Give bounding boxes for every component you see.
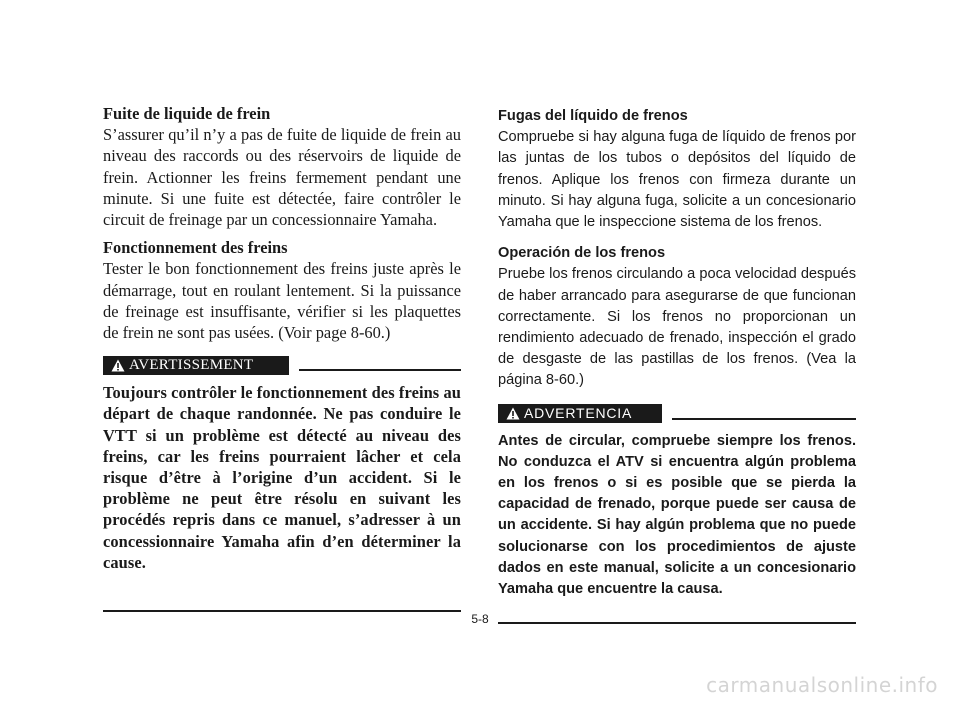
- fr-section-body-brake-fluid-leak: S’assurer qu’il n’y a pas de fuite de liquide de frein au niveau des raccords ou des réservoirs de liquide de frein. Actionner les freins fermement pendant une minute. Si une fuite est détectée, faire contrôler le circuit de freinage par un concessionnaire Yamaha.: [103, 125, 461, 230]
- fr-warning-badge: [103, 356, 289, 375]
- french-column: [103, 103, 461, 573]
- es-warning-text: Antes de circular, compruebe siempre los frenos. No conduzca el ATV si encuentra algún problema en los frenos o si es posible que se pierda la capacidad de frenado, porque puede ser causa de un accidente. Si hay algún problema que no puede solucionarse con los procedimientos de ajuste dados en este manual, solicite a un concesionario Yamaha que encuentre la causa.: [498, 432, 856, 598]
- es-section-heading-brake-operation: Operación de los frenos: [498, 245, 666, 262]
- warning-triangle-icon: [506, 407, 520, 420]
- es-warning-header: [498, 403, 856, 425]
- es-bottom-rule: [498, 622, 856, 624]
- spanish-column: [498, 106, 856, 600]
- fr-section-heading-brake-operation: Fonctionnement des freins: [103, 238, 288, 258]
- page-number: 5-8: [471, 612, 489, 626]
- fr-warning-label: AVERTISSEMENT: [129, 356, 254, 373]
- fr-bottom-rule: [103, 610, 461, 612]
- watermark: carmanualsonline.info: [706, 673, 938, 697]
- es-section-heading-brake-fluid-leak: Fugas del líquido de frenos: [498, 108, 688, 124]
- es-warning-label: ADVERTENCIA: [524, 405, 633, 422]
- es-section-body-brake-fluid-leak: Compruebe si hay alguna fuga de líquido de frenos por las juntas de los tubos o depósitos del líquido de frenos. Aplique los frenos con firmeza durante un minuto. Si hay alguna fuga, solicite a un concesionario Yamaha que le inspeccione sistema de los frenos.: [498, 129, 856, 231]
- fr-warning-text: Toujours contrôler le fonctionnement des freins au départ de chaque randonnée. Ne pas conduire le VTT si un problème est détecté au niveau des freins, car les freins pourraient lâcher et cela risque d’être à l’origine d’un accident. Si le problème ne peut être résolu en suivant les procédés repris dans ce manuel, s’adresser à un concessionnaire Yamaha afin d’en déterminer la cause.: [103, 383, 461, 572]
- warning-triangle-icon: [111, 359, 125, 372]
- es-warning-badge: [498, 404, 662, 423]
- fr-section-heading-brake-fluid-leak: Fuite de liquide de frein: [103, 104, 271, 123]
- es-section-body-brake-operation: Pruebe los frenos circulando a poca velocidad después de haber arrancado para asegurarse de que funcionan correctamente. Si los frenos no proporcionan un rendimiento adecuado de frenado, inspección el grado de desgaste de las pastillas de los frenos. (Vea la página 8-60.): [498, 266, 856, 389]
- fr-warning-header: [103, 354, 461, 376]
- fr-section-body-brake-operation: Tester le bon fonctionnement des freins juste après le démarrage, tout en roulant lentement. Si la puissance de freinage est insuffisante, vérifier si les plaquettes de frein ne sont pas usées. (Voir page 8-60.): [103, 259, 461, 343]
- es-warning-rule: [672, 418, 856, 420]
- fr-warning-rule: [299, 369, 461, 371]
